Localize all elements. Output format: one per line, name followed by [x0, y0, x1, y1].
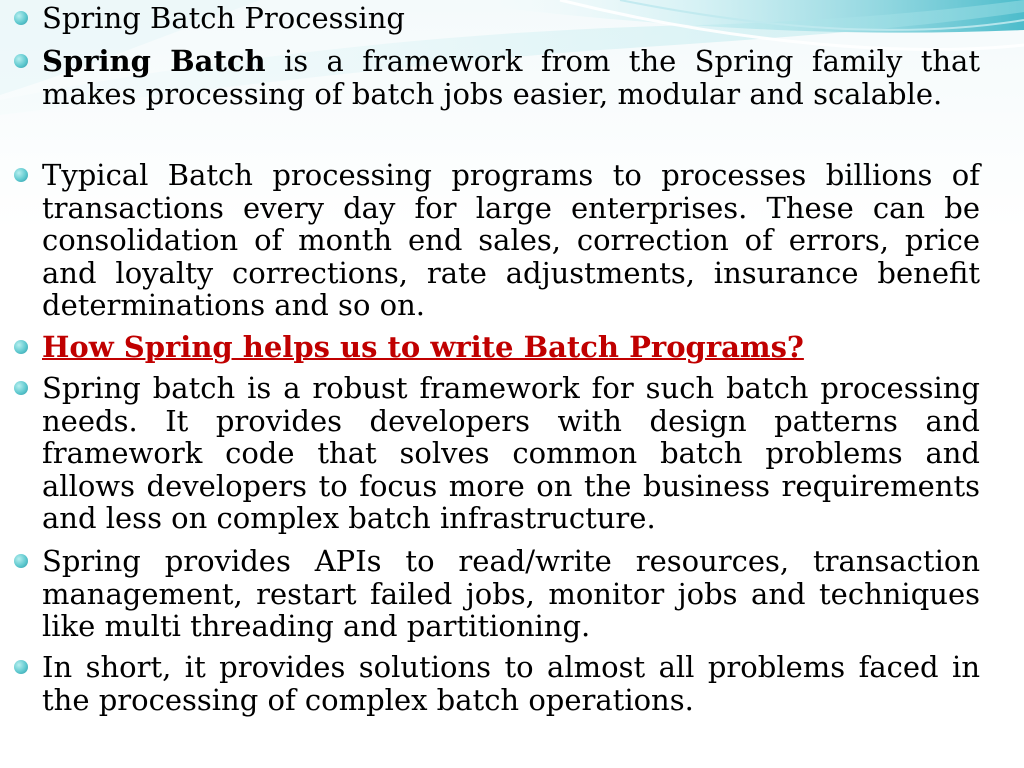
bullet-text: Typical Batch processing programs to processes billions of transactions every day for large enterprises. These can be consolidation of month end sales, correction of errors, price and loyalty corrections, rate adjustments, insurance benefit determinations and so on. [42, 158, 980, 322]
bullet-icon [14, 381, 28, 395]
bullet-text: Spring batch is a robust framework for such batch processing needs. It provides developers with design patterns and framework code that solves common batch problems and allows developers to focus more on the business requirements and less on complex batch infrastructure. [42, 371, 980, 535]
bullet-icon [14, 340, 28, 354]
bullet-text: In short, it provides solutions to almost all problems faced in the processing of complex batch operations. [42, 650, 980, 717]
bullet-item-typical [42, 159, 980, 322]
bullet-item-definition [42, 45, 980, 110]
bullet-text: is a framework from the Spring family that makes processing of batch jobs easier, modular and scalable. [42, 44, 980, 111]
bullet-item-apis [42, 545, 980, 643]
bullet-text: Spring provides APIs to read/write resources, transaction management, restart failed jobs, monitor jobs and techniques like multi threading and partitioning. [42, 544, 980, 643]
bullet-icon [14, 11, 28, 25]
bullet-item-summary [42, 651, 980, 716]
bullet-heading-link: How Spring helps us to write Batch Programs? [42, 330, 804, 364]
bullet-bold-lead: Spring Batch [42, 44, 266, 78]
bullet-item-question [42, 331, 980, 364]
bullet-icon [14, 554, 28, 568]
bullet-item-robust [42, 372, 980, 535]
bullet-icon [14, 168, 28, 182]
bullet-icon [14, 660, 28, 674]
bullet-item-title [42, 2, 980, 35]
bullet-text: Spring Batch Processing [42, 1, 405, 35]
bullet-icon [14, 54, 28, 68]
